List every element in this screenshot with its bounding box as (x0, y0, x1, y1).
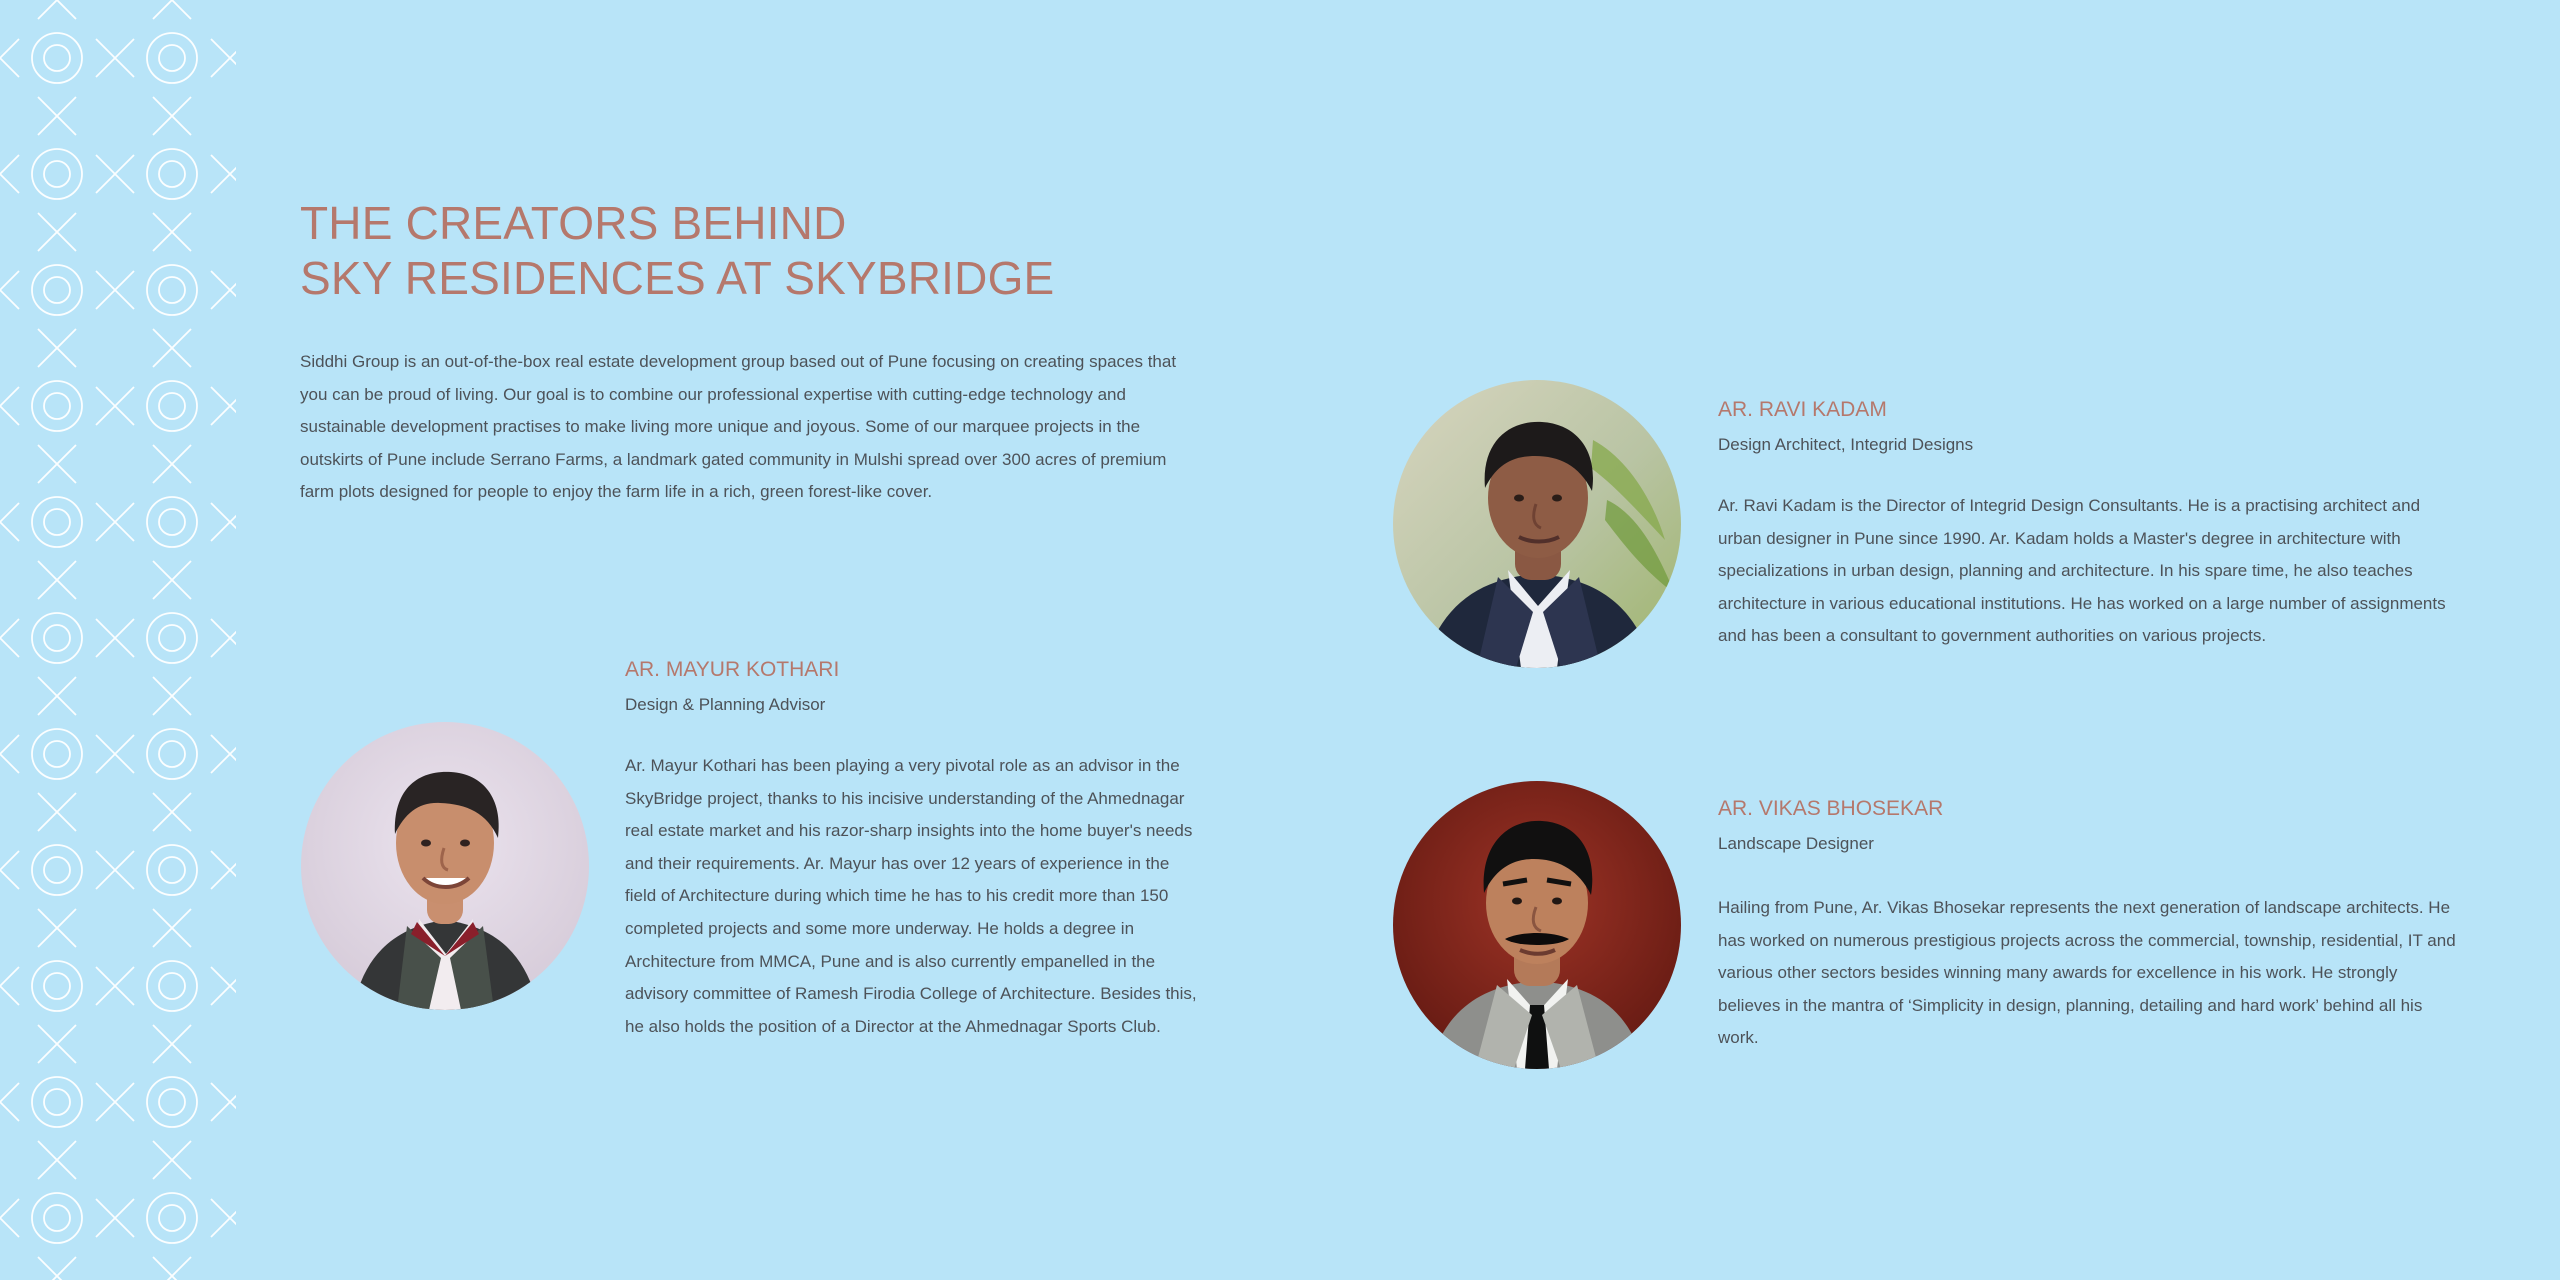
profile-name: AR. RAVI KADAM (1718, 398, 1887, 421)
profile-name: AR. MAYUR KOTHARI (625, 658, 840, 681)
portrait-graphic-vikas (1393, 781, 1681, 1069)
profile-bio: Ar. Mayur Kothari has been playing a very pivotal role as an advisor in the SkyBridge project, thanks to his incisive understanding of the Ahmednagar real estate market and his razor-sharp insights into the home buyer's needs and their requirements. Ar. Mayur has over 12 years of experience in the field of Architecture during which time he has to his credit more than 150 completed projects and some more underway. He holds a degree in Architecture from MMCA, Pune and is also currently empanelled in the advisory committee of Ramesh Firodia College of Architecture. Besides this, he also holds the position of a Director at the Ahmednagar Sports Club. (625, 756, 1197, 1036)
portrait-ravi-kadam (1393, 380, 1681, 668)
page-title (300, 196, 1054, 306)
profile-role: Landscape Designer (1718, 834, 1874, 853)
profile-name: AR. VIKAS BHOSEKAR (1718, 797, 1944, 820)
title-line-1: THE CREATORS BEHIND (300, 197, 847, 249)
profile-role: Design Architect, Integrid Designs (1718, 435, 1974, 454)
portrait-graphic-mayur (301, 722, 589, 1010)
portrait-graphic-ravi (1393, 380, 1681, 668)
profile-role: Design & Planning Advisor (625, 695, 826, 714)
profile-bio: Ar. Ravi Kadam is the Director of Integrid Design Consultants. He is a practising architect and urban designer in Pune since 1990. Ar. Kadam holds a Master's degree in architecture with specializations in urban design, planning and architecture. In his spare time, he also teaches architecture in various educational institutions. He has worked on a large number of assignments and has been a consultant to government authorities on various projects. (1718, 496, 2446, 646)
profile-bio: Hailing from Pune, Ar. Vikas Bhosekar represents the next generation of landscape architects. He has worked on numerous prestigious projects across the commercial, township, residential, IT and various other sectors besides winning many awards for excellence in his work. He strongly believes in the mantra of ‘Simplicity in design, planning, detailing and hard work’ behind all his work. (1718, 898, 2456, 1048)
portrait-vikas-bhosekar (1393, 781, 1681, 1069)
intro-paragraph: Siddhi Group is an out-of-the-box real estate development group based out of Pune focusing on creating spaces that you can be proud of living. Our goal is to combine our professional expertise with cutting-edge technology and sustainable development practises to make living more unique and joyous. Some of our marquee projects in the outskirts of Pune include Serrano Farms, a landmark gated community in Mulshi spread over 300 acres of premium farm plots designed for people to enjoy the farm life in a rich, green forest-like cover. (300, 352, 1177, 502)
title-line-2: SKY RESIDENCES AT SKYBRIDGE (300, 252, 1055, 304)
portrait-mayur-kothari (301, 722, 589, 1010)
